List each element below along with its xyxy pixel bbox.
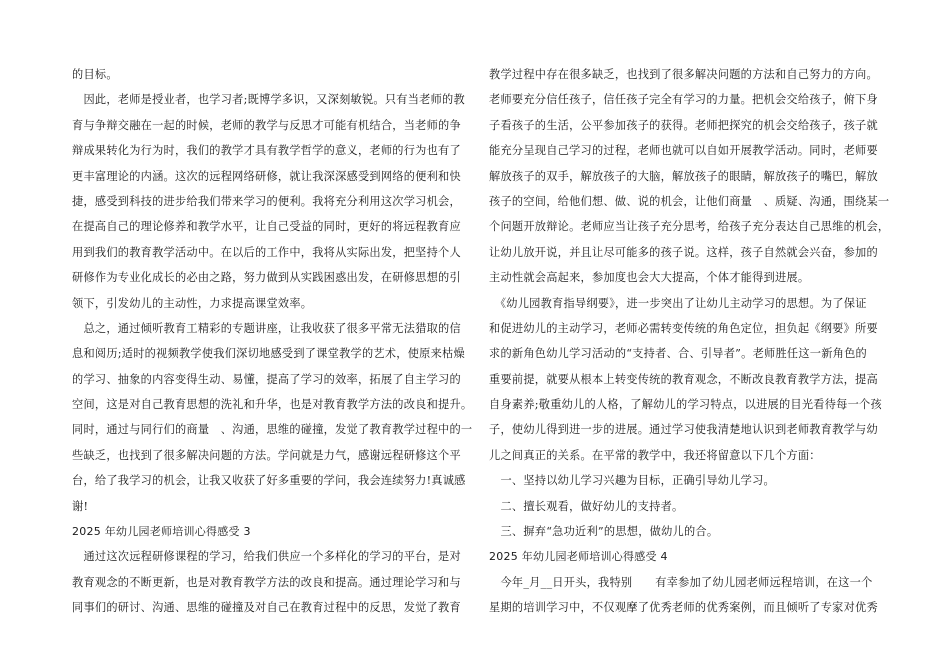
- text-line: 息和阅历;适时的视频教学使我们深切地感受到了课堂教学的艺术，使原来枯燥: [72, 347, 465, 361]
- text-line: 个问题开放辩论。老师应当让孩子充分思考，给孩子充分表达自己思维的机会，: [489, 220, 890, 234]
- section-heading: 2025 年幼儿园老师培训心得感受 4: [489, 550, 668, 564]
- text-line: 台，给了我学习的机会，让我又收获了好多重要的学问，我会连续努力!真诚感: [72, 474, 466, 488]
- text-line: 的学习、抽象的内容变得生动、易懂，提高了学习的效率，拓展了自主学习的: [72, 372, 461, 386]
- text-line: 星期的培训学习中，不仅观摩了优秀老师的优秀案例，而且倾听了专家对优秀: [489, 601, 878, 615]
- text-line: 一、坚持以幼儿学习兴趣为目标，正确引导幼儿学习。: [489, 474, 775, 488]
- text-line: 老师要充分信任孩子，信任孩子完全有学习的力量。把机会交给孩子，俯下身: [489, 93, 878, 107]
- text-line: 教育观念的不断更新，也是对教育教学方法的改良和提高。通过理论学习和与: [72, 575, 461, 589]
- text-line: 更丰富理论的内涵。这次的远程网络研修，就让我深深感受到网络的便利和快: [72, 169, 461, 183]
- text-line: 研修作为专业化成长的必由之路，努力做到从实践困惑出发，在研修思想的引: [72, 271, 461, 285]
- text-line: 总之，通过倾听教育工精彩的专题讲座，让我收获了很多平常无法猎取的信: [72, 321, 461, 335]
- text-line: 因此，老师是授业者，也学习者;既博学多识，又深刻敏锐。只有当老师的教: [72, 93, 465, 107]
- text-line: 二、擅长观看，做好幼儿的支持者。: [489, 499, 684, 513]
- text-line: 些缺乏，也找到了很多解决问题的方法。学问就是力气，感谢远程研修这个平: [72, 448, 461, 462]
- text-line: 能充分呈现自己学习的过程，老师也就可以自如开展教学活动。同时，老师要: [489, 144, 878, 158]
- text-line: 三、摒弃“急功近利”的思想，做幼儿的合。: [489, 525, 719, 539]
- text-line: 同事们的研讨、沟通、思维的碰撞及对自己在教育过程中的反思，发觉了教育: [72, 601, 461, 615]
- text-line: 的目标。: [72, 68, 118, 81]
- right-column: [489, 62, 890, 621]
- text-line: 用到我们的教育教学活动中。在以后的工作中，我将从实际出发，把坚持个人: [72, 245, 461, 259]
- text-line: 解放孩子的双手，解放孩子的大脑，解放孩子的眼睛，解放孩子的嘴巴，解放: [489, 169, 878, 183]
- text-line: 通过这次远程研修课程的学习，给我们供应一个多样化的学习的平台，是对: [72, 550, 461, 564]
- text-line: 空间，这是对自己教育思想的洗礼和升华，也是对教育教学方法的改良和提升。: [72, 398, 473, 412]
- text-line: 领下，引发幼儿的主动性，力求提高课堂效率。: [72, 296, 313, 310]
- text-line: 捷，感受到科技的进步给我们带来学习的便利。我将充分利用这次学习机会，: [72, 194, 461, 208]
- text-line: 辩成果转化为行为时，我们的教学才具有教学哲学的意义，老师的行为也有了: [72, 144, 461, 158]
- text-line: 育与争辩交融在一起的时候，老师的教学与反思才可能有机结合，当老师的争: [72, 118, 461, 132]
- text-line: 求的新角色幼儿学习活动的“支持者、合、引导者”。老师胜任这一新角色的: [489, 347, 867, 361]
- text-line: 今年_月__日开头，我特别 有幸参加了幼儿园老师远程培训，在这一个: [489, 575, 873, 589]
- text-line: 主动性就会高起来，参加度也会大大提高，个体才能得到进展。: [489, 271, 810, 285]
- text-line: 《幼儿园教育指导纲要》，进一步突出了让幼儿主动学习的思想。为了保证: [489, 296, 867, 310]
- text-line: 谢!: [72, 499, 89, 513]
- text-line: 教学过程中存在很多缺乏，也找到了很多解决问题的方法和自己努力的方向。: [489, 68, 878, 81]
- text-line: 和促进幼儿的主动学习，老师必需转变传统的角色定位，担负起《纲要》所要: [489, 321, 878, 335]
- text-line: 同时，通过与同行们的商量 、沟通，思维的碰撞，发觉了教育教学过程中的一: [72, 423, 473, 437]
- text-line: 让幼儿放开说，并且让尽可能多的孩子说。这样，孩子自然就会兴奋，参加的: [489, 245, 878, 259]
- text-line: 子，使幼儿得到进一步的进展。通过学习使我清楚地认识到老师教育教学与幼: [489, 423, 878, 437]
- text-line: 重要前提，就要从根本上转变传统的教育观念，不断改良教育教学方法，提高: [489, 372, 878, 386]
- left-column: [72, 62, 473, 621]
- text-line: 孩子的空间，给他们想、做、说的机会，让他们商量 、质疑、沟通，围绕某一: [489, 194, 890, 208]
- text-line: 儿之间真正的关系。在平常的教学中，我还将留意以下几个方面：: [489, 448, 821, 462]
- text-line: 自身素养;敬重幼儿的人格，了解幼儿的学习特点，以进展的目光看待每一个孩: [489, 398, 882, 412]
- text-line: 子看孩子的生活，公平参加孩子的获得。老师把探究的机会交给孩子，孩子就: [489, 118, 878, 132]
- section-heading: 2025 年幼儿园老师培训心得感受 3: [72, 525, 251, 539]
- text-line: 在提高自己的理论修养和教学水平，让自己受益的同时，更好的将远程教育应: [72, 220, 461, 234]
